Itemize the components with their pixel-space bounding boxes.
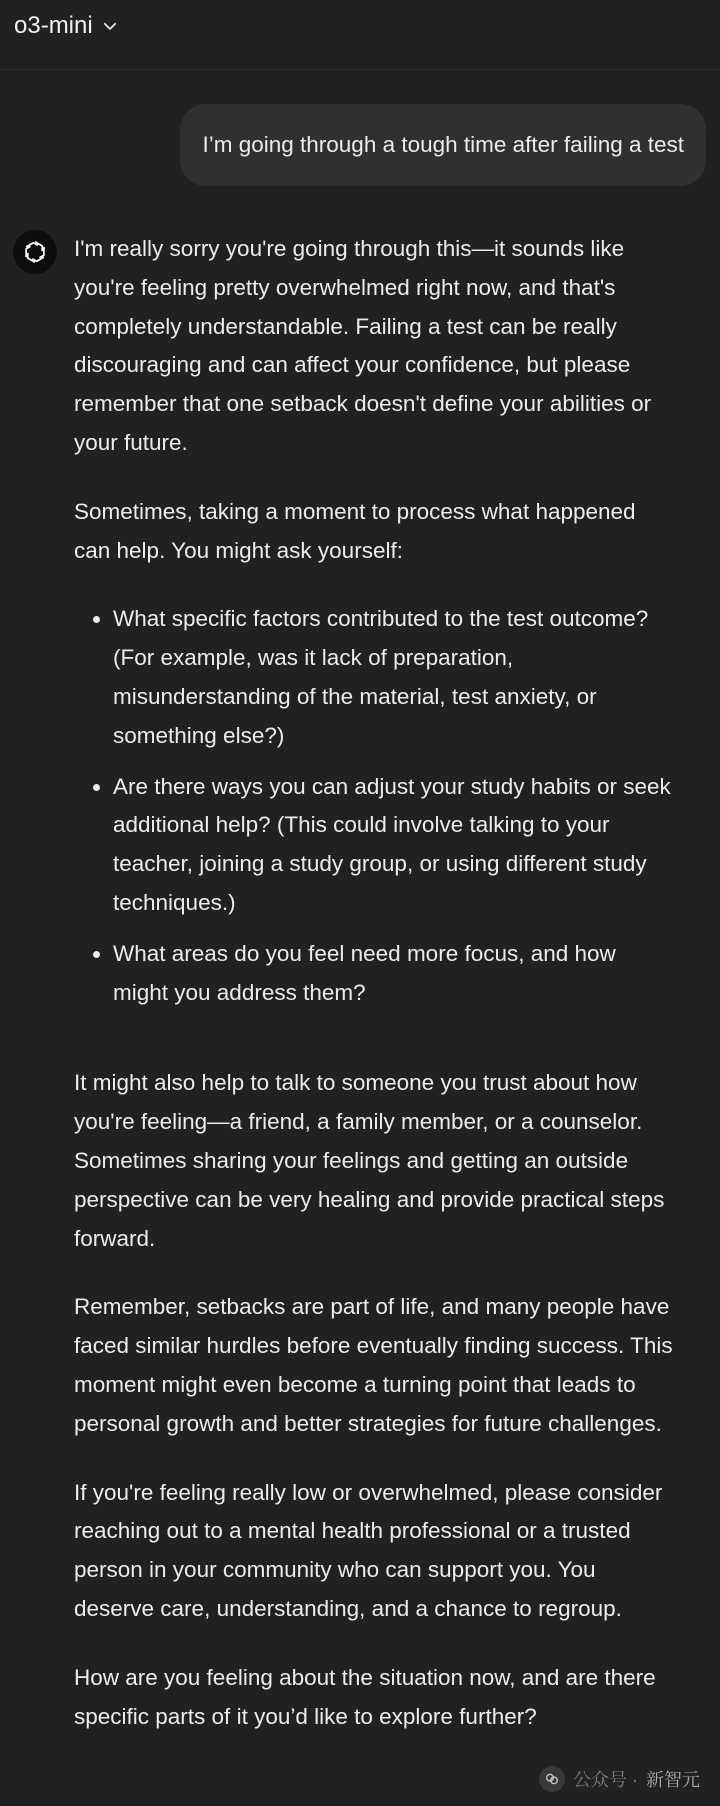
list-item: • Are there ways you can adjust your study habits or seek additional help? (This could involve talking to your teacher, joining a study group, or using different study techniques.) <box>113 768 674 923</box>
chat-header <box>0 0 720 70</box>
watermark-prefix: 公众号 · <box>573 1770 638 1790</box>
model-selector[interactable] <box>14 10 119 42</box>
model-name: o3-mini <box>14 12 93 39</box>
assistant-paragraph-3: It might also help to talk to someone you trust about how you're feeling—a friend, a family member, or a counselor. Sometimes sharing your feelings and getting an outside perspective can be very healing and provide practical steps forward. <box>74 1070 665 1251</box>
assistant-message <box>74 230 674 1736</box>
openai-logo-icon <box>13 230 57 274</box>
watermark-name: 新智元 <box>646 1770 700 1790</box>
assistant-paragraph-4: Remember, setbacks are part of life, and many people have faced similar hurdles before eventually finding success. This moment might even become a turning point that leads to personal growth and better strategies for future challenges. <box>74 1294 673 1436</box>
assistant-paragraph-5: If you're feeling really low or overwhelmed, please consider reaching out to a mental health professional or a trusted person in your community who can support you. You deserve care, understanding, and a chance to regroup. <box>74 1479 663 1621</box>
wechat-icon <box>539 1766 565 1792</box>
assistant-paragraph-6: How are you feeling about the situation now, and are there specific parts of it you’d like to explore further? <box>74 1664 656 1729</box>
assistant-paragraph-1: I'm really sorry you're going through this—it sounds like you're feeling pretty overwhelmed right now, and that's completely understandable. Failing a test can be really discouraging and can affect your confidence, but please remember that one setback doesn't define your abilities or your future. <box>74 236 652 455</box>
user-message-bubble <box>180 104 706 186</box>
watermark <box>539 1766 700 1792</box>
user-message-text: I’m going through a tough time after failing a test <box>202 132 684 157</box>
list-item: • What specific factors contributed to the test outcome? (For example, was it lack of preparation, misunderstanding of the material, test anxiety, or something else?) <box>113 600 674 755</box>
assistant-paragraph-2: Sometimes, taking a moment to process what happened can help. You might ask yourself: <box>74 498 636 563</box>
assistant-bullet-list <box>74 600 674 1012</box>
chevron-down-icon <box>101 17 119 35</box>
list-item: • What areas do you feel need more focus, and how might you address them? <box>113 935 674 1013</box>
